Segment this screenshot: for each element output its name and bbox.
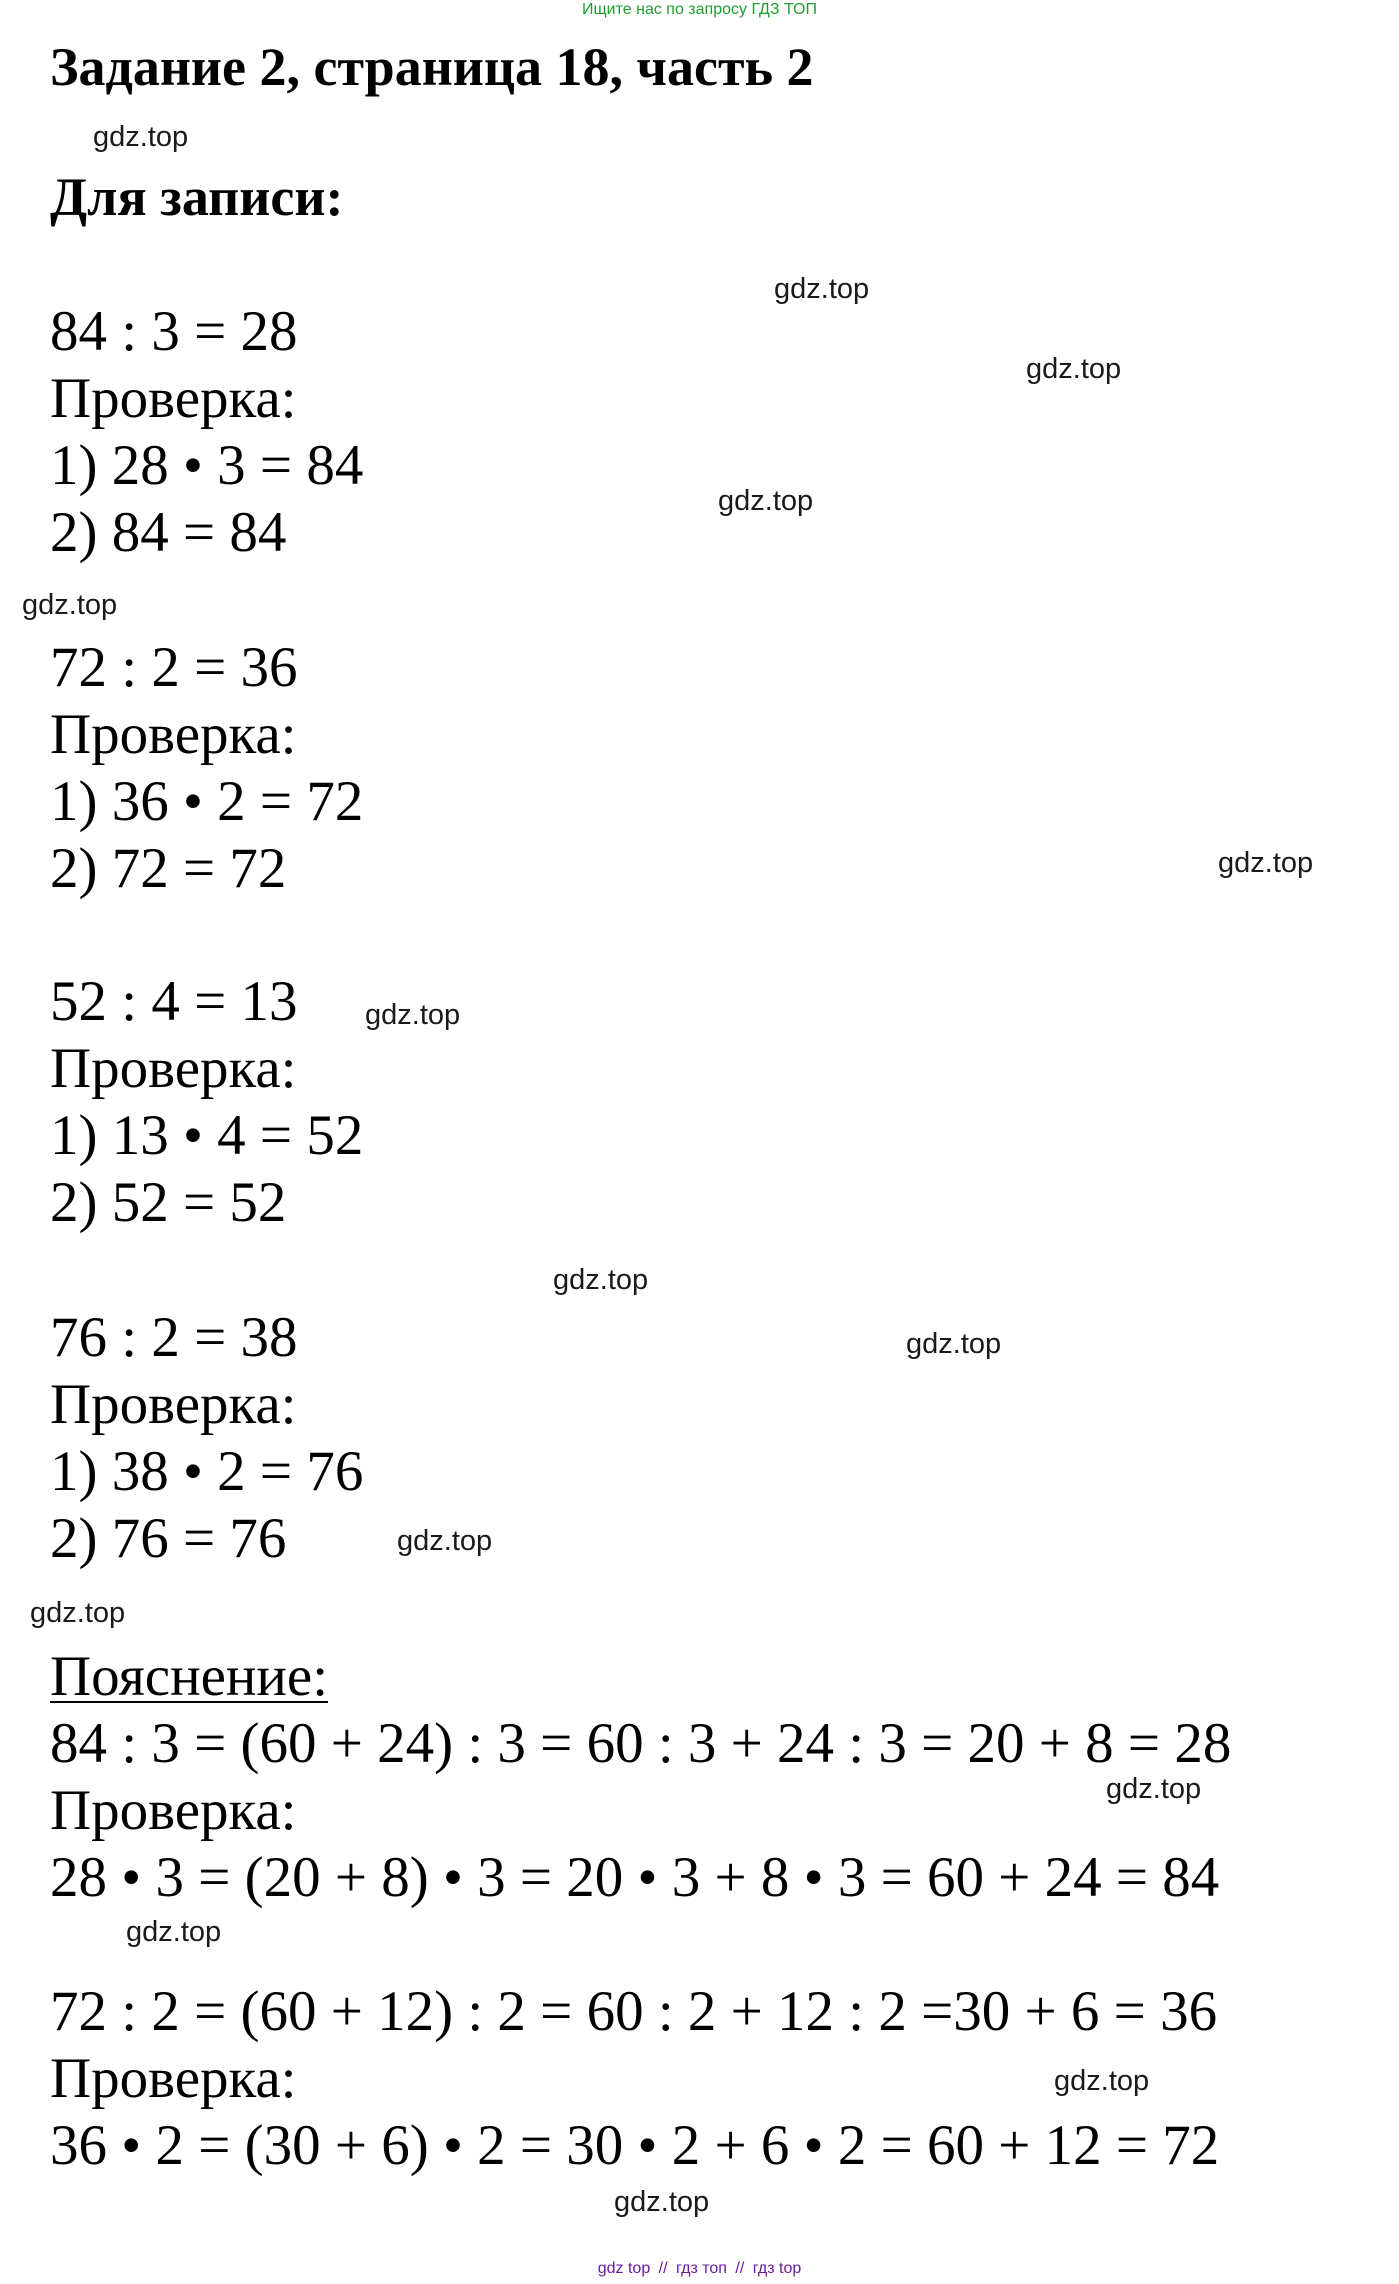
equation-4: 76 : 2 = 38 [50, 1306, 298, 1369]
watermark: gdz.top [1026, 353, 1122, 385]
explanation-check-2: 36 • 2 = (30 + 6) • 2 = 30 • 2 + 6 • 2 = 60 + 12 = 72 [50, 2114, 1220, 2177]
footer-separator: // [735, 2260, 745, 2277]
check-step-4-1: 1) 38 • 2 = 76 [50, 1440, 364, 1503]
footer-link-gdz-top-mixed[interactable]: гдз top [752, 2260, 802, 2277]
watermark: gdz.top [718, 485, 814, 517]
check-step-3-1: 1) 13 • 4 = 52 [50, 1104, 364, 1167]
equation-3: 52 : 4 = 13 [50, 970, 298, 1033]
watermark: gdz.top [1106, 1773, 1202, 1805]
check-label-2: Проверка: [50, 703, 297, 766]
check-step-2-2: 2) 72 = 72 [50, 837, 287, 900]
watermark: gdz.top [30, 1597, 126, 1629]
equation-1: 84 : 3 = 28 [50, 300, 298, 363]
explanation-label: Пояснение: [50, 1645, 329, 1708]
watermark: gdz.top [22, 589, 118, 621]
footer-links [0, 2260, 1399, 2278]
watermark: gdz.top [553, 1264, 649, 1296]
equation-2: 72 : 2 = 36 [50, 636, 298, 699]
watermark: gdz.top [906, 1328, 1002, 1360]
explanation-check-label-1: Проверка: [50, 1779, 297, 1842]
explanation-check-label-2: Проверка: [50, 2047, 297, 2110]
page-title: Задание 2, страница 18, часть 2 [50, 37, 814, 97]
check-label-3: Проверка: [50, 1037, 297, 1100]
watermark: gdz.top [365, 999, 461, 1031]
watermark: gdz.top [1054, 2065, 1150, 2097]
check-step-4-2: 2) 76 = 76 [50, 1507, 287, 1570]
watermark: gdz.top [1218, 847, 1314, 879]
explanation-expr-2: 72 : 2 = (60 + 12) : 2 = 60 : 2 + 12 : 2 =30 + 6 = 36 [50, 1980, 1218, 2043]
search-hint-link[interactable]: Ищите нас по запросу ГДЗ ТОП [582, 1, 817, 18]
explanation-check-1: 28 • 3 = (20 + 8) • 3 = 20 • 3 + 8 • 3 = 60 + 24 = 84 [50, 1846, 1220, 1909]
footer-separator: // [658, 2260, 668, 2277]
footer-link-gdz-top-ru[interactable]: гдз топ [676, 2260, 727, 2277]
check-label-4: Проверка: [50, 1373, 297, 1436]
check-step-1-2: 2) 84 = 84 [50, 501, 287, 564]
watermark: gdz.top [614, 2186, 710, 2218]
check-label-1: Проверка: [50, 367, 297, 430]
footer-link-gdz-top[interactable]: gdz top [597, 2260, 651, 2277]
watermark: gdz.top [126, 1916, 222, 1948]
check-step-1-1: 1) 28 • 3 = 84 [50, 434, 364, 497]
watermark: gdz.top [93, 121, 189, 153]
check-step-2-1: 1) 36 • 2 = 72 [50, 770, 364, 833]
check-step-3-2: 2) 52 = 52 [50, 1171, 287, 1234]
watermark: gdz.top [774, 273, 870, 305]
explanation-expr-1: 84 : 3 = (60 + 24) : 3 = 60 : 3 + 24 : 3 = 20 + 8 = 28 [50, 1712, 1232, 1775]
section-subtitle: Для записи: [50, 167, 344, 227]
watermark: gdz.top [397, 1525, 493, 1557]
